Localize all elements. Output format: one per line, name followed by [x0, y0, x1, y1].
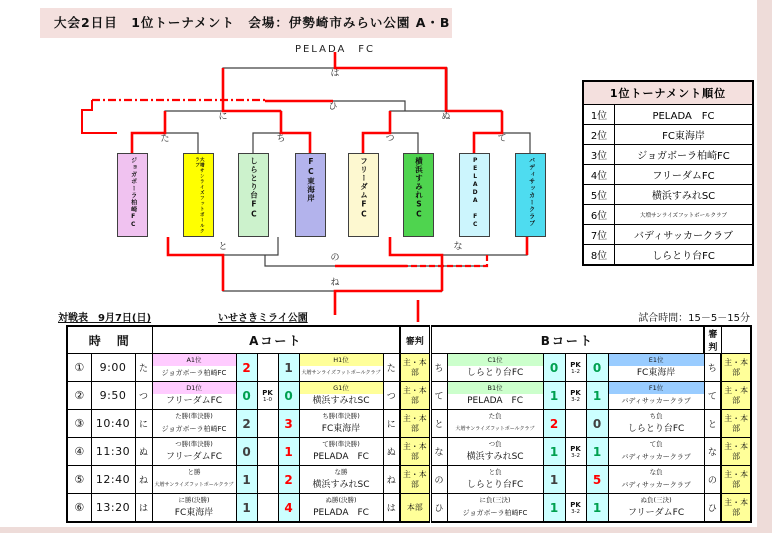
- match-kana: と: [430, 410, 447, 438]
- team-name: PELADA FC: [313, 508, 369, 518]
- rank-cell: 3位: [583, 145, 615, 165]
- score-cell: 0: [586, 410, 608, 438]
- match-time: 12:40: [91, 466, 135, 494]
- seed-label: な負: [609, 466, 704, 478]
- bracket-team-box: [295, 153, 326, 237]
- schedule-header-row: [67, 326, 751, 354]
- match-kana: ひ: [430, 494, 447, 523]
- seed-label: な勝: [300, 466, 383, 478]
- pk-score: 1-0: [263, 396, 272, 403]
- score-cell: 0: [236, 438, 257, 466]
- bracket-team-box: [515, 153, 546, 237]
- match-kana: な: [430, 438, 447, 466]
- match-kana: た: [383, 354, 400, 382]
- team-cell: [152, 354, 236, 382]
- team-cell: [152, 410, 236, 438]
- score-cell: 1: [278, 438, 299, 466]
- team-name: ジョガボーラ柏崎FC: [161, 425, 227, 433]
- seed-label: B1位: [448, 382, 543, 394]
- rank-cell: 7位: [583, 225, 615, 245]
- match-kana: は: [383, 494, 400, 523]
- team-cell: フリーダムFC: [615, 165, 754, 185]
- seed-label: ぬ負(三決): [609, 494, 704, 506]
- rank-cell: 6位: [583, 205, 615, 225]
- referee-cell: 主・本部: [721, 410, 751, 438]
- pk-label: PK: [570, 500, 581, 509]
- score-cell: 1: [586, 382, 608, 410]
- pk-cell: [565, 438, 586, 466]
- match-kana: の: [430, 466, 447, 494]
- score-cell: 5: [586, 466, 608, 494]
- referee-header: 審判: [704, 326, 721, 354]
- seed-label: D1位: [153, 382, 236, 394]
- schedule-row: [67, 410, 751, 438]
- team-cell: PELADA FC: [615, 105, 754, 125]
- referee-cell: 主・本部: [400, 354, 430, 382]
- team-cell: [608, 466, 704, 494]
- standings-row: [583, 225, 753, 245]
- team-cell: [447, 382, 543, 410]
- standings-title: 1位トーナメント順位: [583, 81, 753, 105]
- match-kana: つ: [383, 382, 400, 410]
- venue-label: いせさきミライ公園: [218, 313, 308, 324]
- bracket-team-box: [459, 153, 490, 237]
- match-kana: つ: [135, 382, 152, 410]
- match-time: 13:20: [91, 494, 135, 523]
- score-cell: 1: [586, 494, 608, 523]
- team-cell: [152, 466, 236, 494]
- referee-cell: 主・本部: [400, 466, 430, 494]
- match-number: ⑤: [67, 466, 91, 494]
- standings-row: [583, 245, 753, 266]
- team-cell: [152, 438, 236, 466]
- standings-row: [583, 105, 753, 125]
- score-cell: 2: [543, 410, 565, 438]
- standings-row: [583, 205, 753, 225]
- match-time: 9:00: [91, 354, 135, 382]
- standings-row: [583, 145, 753, 165]
- team-name: FC東海岸: [174, 508, 214, 518]
- score-cell: 1: [543, 494, 565, 523]
- pk-score: 1-2: [571, 368, 581, 375]
- team-name: FC東海岸: [636, 368, 676, 378]
- match-time: 9:50: [91, 382, 135, 410]
- match-label-tsu: つ: [385, 134, 395, 144]
- referee-header: 審判: [400, 326, 430, 354]
- match-kana: ね: [383, 466, 400, 494]
- match-number: ⑥: [67, 494, 91, 523]
- team-name: しらとり台FC: [627, 424, 685, 434]
- pk-score: 3-2: [571, 452, 581, 459]
- match-number: ③: [67, 410, 91, 438]
- schedule-row: [67, 466, 751, 494]
- standings-row: [583, 125, 753, 145]
- seed-label: と負: [448, 466, 543, 478]
- schedule-heading: 対戦表 9月7日(日): [58, 313, 152, 324]
- pk-score: 3-2: [571, 396, 581, 403]
- pk-cell: [257, 382, 278, 410]
- score-cell: 4: [278, 494, 299, 523]
- match-kana: ぬ: [135, 438, 152, 466]
- bracket-team-name: しらとり台FC: [249, 157, 259, 220]
- pk-cell: [565, 410, 586, 438]
- seed-label: て負: [609, 438, 704, 450]
- rank-cell: 5位: [583, 185, 615, 205]
- match-time: 11:30: [91, 438, 135, 466]
- match-label-ni: に: [218, 112, 228, 122]
- referee-cell: 主・本部: [721, 382, 751, 410]
- team-name: 大増サンライズフットボールクラブ: [455, 426, 535, 432]
- match-kana: ひ: [704, 494, 721, 523]
- team-name: バディサッカークラブ: [621, 453, 691, 461]
- team-cell: [447, 494, 543, 523]
- seed-label: つ勝(準決勝): [153, 438, 236, 450]
- rank-cell: 4位: [583, 165, 615, 185]
- score-cell: 1: [543, 466, 565, 494]
- schedule-row: [67, 438, 751, 466]
- pk-cell: [257, 410, 278, 438]
- team-name: 大増サンライズフットボールクラブ: [301, 370, 381, 376]
- match-kana: に: [383, 410, 400, 438]
- pk-cell: [565, 466, 586, 494]
- match-kana: は: [135, 494, 152, 523]
- seed-label: ち負: [609, 410, 704, 422]
- bracket-team-box: [183, 153, 214, 237]
- referee-cell: 主・本部: [400, 438, 430, 466]
- team-cell: [447, 466, 543, 494]
- team-cell: [152, 382, 236, 410]
- team-name: PELADA FC: [313, 452, 369, 462]
- bracket-team-box: [348, 153, 379, 237]
- time-header: 時 間: [67, 326, 152, 354]
- pk-cell: [257, 354, 278, 382]
- team-name: バディサッカークラブ: [621, 481, 691, 489]
- seed-label: G1位: [300, 382, 383, 394]
- score-cell: 2: [236, 410, 257, 438]
- bracket-team-name: フリーダムFC: [359, 157, 369, 220]
- schedule-row: [67, 382, 751, 410]
- score-cell: 2: [278, 466, 299, 494]
- match-label-te: て: [497, 134, 507, 144]
- team-cell: FC東海岸: [615, 125, 754, 145]
- team-name: PELADA FC: [467, 396, 523, 406]
- team-cell: [608, 494, 704, 523]
- page-title: 大会2日目 1位トーナメント 会場：伊勢崎市みらい公園 A・B: [40, 8, 452, 38]
- score-cell: 1: [278, 354, 299, 382]
- match-kana: に: [135, 410, 152, 438]
- pk-cell: [565, 494, 586, 523]
- match-kana: ぬ: [383, 438, 400, 466]
- match-kana: ち: [430, 354, 447, 382]
- bracket-team-name: ジョガボーラ柏崎FC: [129, 157, 137, 229]
- team-name: バディサッカークラブ: [621, 397, 691, 405]
- match-kana: て: [704, 382, 721, 410]
- match-label-na: な: [453, 242, 463, 252]
- team-name: FC東海岸: [321, 424, 361, 434]
- bracket-team-name: PELADA FC: [471, 157, 479, 229]
- team-cell: [447, 410, 543, 438]
- match-label-ne: ね: [330, 278, 340, 288]
- referee-cell: 主・本部: [721, 354, 751, 382]
- match-kana: の: [704, 466, 721, 494]
- pk-cell: [257, 438, 278, 466]
- team-cell: ジョガボーラ柏崎FC: [615, 145, 754, 165]
- rank-cell: 1位: [583, 105, 615, 125]
- rank-cell: 2位: [583, 125, 615, 145]
- team-name: フリーダムFC: [165, 396, 223, 406]
- score-cell: 1: [543, 382, 565, 410]
- pk-label: PK: [570, 444, 581, 453]
- match-label-no: の: [330, 253, 340, 263]
- referee-cell: 主・本部: [721, 438, 751, 466]
- team-name: 大増サンライズフットボールクラブ: [154, 482, 234, 488]
- seed-label: C1位: [448, 354, 543, 366]
- pk-label: PK: [570, 360, 581, 369]
- schedule-row: [67, 494, 751, 523]
- score-cell: 1: [236, 494, 257, 523]
- team-cell: [608, 410, 704, 438]
- seed-label: A1位: [153, 354, 236, 366]
- seed-label: E1位: [609, 354, 704, 366]
- seed-label: た勝(準決勝): [153, 410, 236, 422]
- bracket-team-box: [403, 153, 434, 237]
- match-label-ta: た: [160, 134, 170, 144]
- referee-cell: 本部: [400, 494, 430, 523]
- match-time: 10:40: [91, 410, 135, 438]
- court-b-header: Bコート: [430, 326, 704, 354]
- match-label-chi: ち: [276, 134, 286, 144]
- score-cell: 2: [236, 354, 257, 382]
- pk-cell: [257, 494, 278, 523]
- champion-name: PELADA FC: [294, 44, 376, 55]
- match-kana: た: [135, 354, 152, 382]
- team-cell: [299, 494, 383, 523]
- score-cell: 3: [278, 410, 299, 438]
- team-cell: [299, 354, 383, 382]
- team-name: フリーダムFC: [628, 508, 685, 518]
- match-time-label: 試合時間：15－5－15分: [638, 313, 750, 324]
- team-cell: バディサッカークラブ: [615, 225, 754, 245]
- schedule-row: [67, 354, 751, 382]
- bracket-team-box: [238, 153, 269, 237]
- match-kana: て: [430, 382, 447, 410]
- team-name: ジョガボーラ柏崎FC: [462, 509, 528, 517]
- pk-cell: [565, 382, 586, 410]
- match-label-ha: は: [330, 69, 340, 79]
- referee-cell: 主・本部: [400, 382, 430, 410]
- match-number: ④: [67, 438, 91, 466]
- seed-label: ぬ勝(決勝): [300, 494, 383, 506]
- seed-label: H1位: [300, 354, 383, 366]
- referee-cell: 主・本部: [721, 494, 751, 523]
- team-cell: [608, 382, 704, 410]
- seed-label: F1位: [609, 382, 704, 394]
- standings-table: [582, 80, 754, 266]
- team-name: フリーダムFC: [165, 452, 223, 462]
- standings-row: [583, 185, 753, 205]
- team-name: 横浜すみれSC: [312, 396, 370, 406]
- team-name: 横浜すみれSC: [466, 452, 524, 462]
- referee-cell: 主・本部: [400, 410, 430, 438]
- rank-cell: 8位: [583, 245, 615, 266]
- team-cell: [299, 410, 383, 438]
- score-cell: 0: [543, 354, 565, 382]
- pk-label: PK: [262, 388, 273, 397]
- team-cell: [299, 438, 383, 466]
- bracket-team-box: [117, 153, 148, 237]
- bracket-team-name: 横浜すみれSC: [414, 157, 424, 220]
- score-cell: 1: [586, 438, 608, 466]
- schedule-table: [66, 325, 752, 523]
- seed-label: に勝(決勝): [153, 494, 236, 506]
- seed-label: に負(三決): [448, 494, 543, 506]
- match-kana: ね: [135, 466, 152, 494]
- referee-cell: 主・本部: [721, 466, 751, 494]
- seed-label: た負: [448, 410, 543, 422]
- team-name: しらとり台FC: [466, 480, 524, 490]
- seed-label: ち勝(準決勝): [300, 410, 383, 422]
- team-name: 横浜すみれSC: [312, 480, 370, 490]
- match-kana: ち: [704, 354, 721, 382]
- seed-label: て勝(準決勝): [300, 438, 383, 450]
- match-number: ①: [67, 354, 91, 382]
- score-cell: 0: [586, 354, 608, 382]
- team-cell: [608, 438, 704, 466]
- pk-cell: [565, 354, 586, 382]
- bracket-team-name: バディサッカークラブ: [527, 157, 535, 227]
- team-cell: [447, 354, 543, 382]
- team-cell: [299, 466, 383, 494]
- seed-label: と勝: [153, 466, 236, 478]
- team-cell: 大増サンライズフットボールクラブ: [615, 205, 754, 225]
- team-name: ジョガボーラ柏崎FC: [161, 369, 227, 377]
- pk-score: 3-2: [571, 508, 581, 515]
- team-name: しらとり台FC: [466, 368, 524, 378]
- pk-cell: [257, 466, 278, 494]
- match-label-hi: ひ: [328, 102, 338, 112]
- team-cell: 横浜すみれSC: [615, 185, 754, 205]
- match-kana: な: [704, 438, 721, 466]
- court-a-header: Aコート: [152, 326, 400, 354]
- bracket-team-name: FC東海岸: [306, 157, 316, 203]
- score-cell: 0: [236, 382, 257, 410]
- match-kana: と: [704, 410, 721, 438]
- score-cell: 0: [278, 382, 299, 410]
- standings-row: [583, 165, 753, 185]
- bracket-team-name: 大増サンライズフットボールクラブ: [194, 157, 205, 234]
- team-cell: [608, 354, 704, 382]
- score-cell: 1: [236, 466, 257, 494]
- team-cell: しらとり台FC: [615, 245, 754, 266]
- score-cell: 1: [543, 438, 565, 466]
- match-label-nu: ぬ: [441, 112, 451, 122]
- seed-label: つ負: [448, 438, 543, 450]
- match-number: ②: [67, 382, 91, 410]
- team-cell: [152, 494, 236, 523]
- team-cell: [447, 438, 543, 466]
- match-label-to: と: [218, 242, 228, 252]
- pk-label: PK: [570, 388, 581, 397]
- team-cell: [299, 382, 383, 410]
